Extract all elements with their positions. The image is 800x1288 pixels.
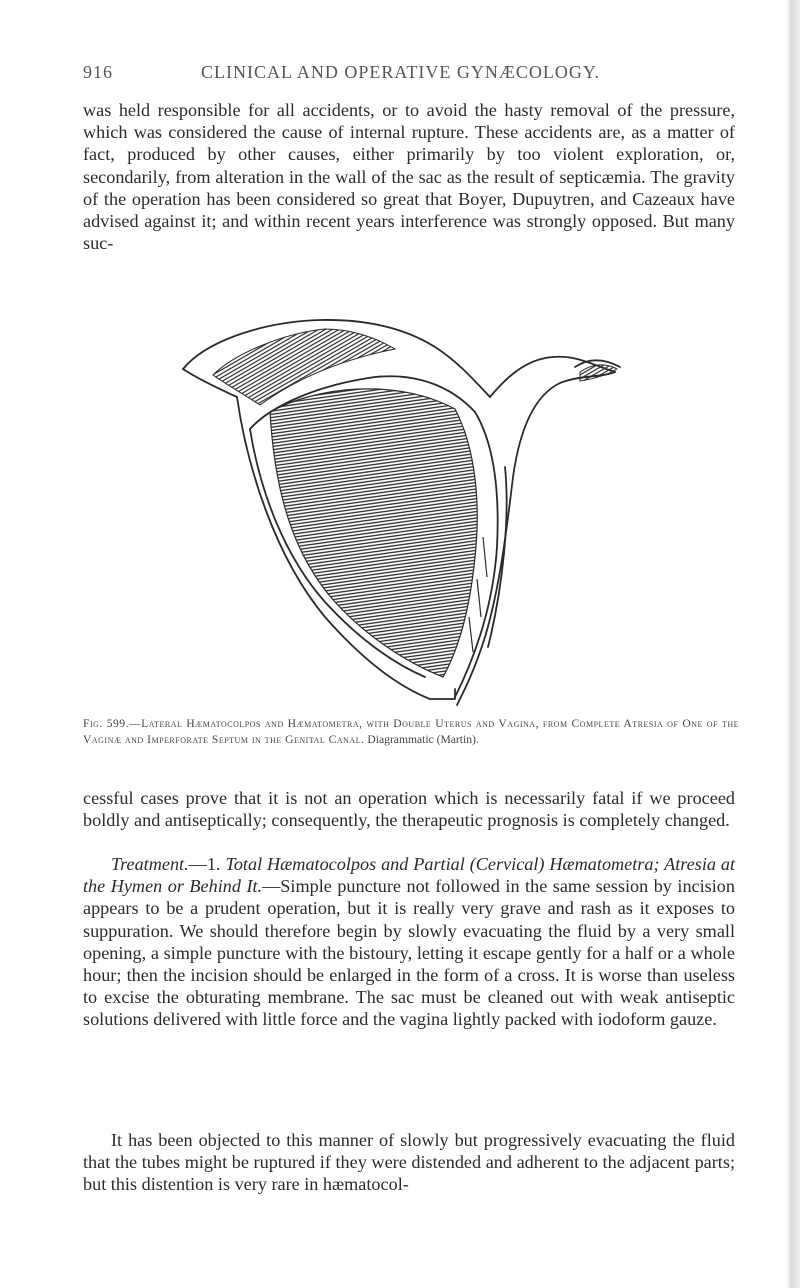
page-number: 916 [83,62,113,82]
treatment-body: —Simple puncture not followed in the same session by incision appears to be a prudent operation, but it is really very grave and rash as it exposes to suppuration. We should therefore begin by slowly evacuating the fluid by a very small opening, a simple puncture with the bistoury, letting it escape gently for a half or a whole hour; then the incision should be enlarged in the form of a cross. It is worse than useless to excise the obturating membrane. The sac must be cleaned out with weak antiseptic solutions delivered with little force and the vagina lightly packed with iodoform gauze. [83,876,735,1030]
hematocolpos-diagram [175,317,625,707]
figure-label: Fig. 599. [83,717,130,730]
paragraph-2: cessful cases prove that it is not an operation which is necessarily fatal if we proceed boldly and antiseptically; consequently, the therapeutic prognosis is completely changed. [83,788,735,831]
paragraph-3 [83,853,735,1031]
page-header [83,62,723,86]
figure-caption [83,716,739,747]
treatment-title-cervical: (Cervical) [469,854,545,874]
figure-title: —Lateral Hæmatocolpos and Hæmatometra, with Double Uterus and Vagina, from Complete Atresia of One of the Vaginæ and Imperforate Septum in the Genital Canal. [83,717,739,746]
treatment-title-1: Total Hæmatocolpos and Partial [225,854,465,874]
paragraph-4: It has been objected to this manner of slowly but progressively evacuating the fluid that the tubes might be ruptured if they were distended and adherent to the adjacent parts; but this distention is very rare in hæmatocol- [83,1130,735,1195]
treatment-title-2: Hæmatometra; Atresia at the Hymen or Behind It. [83,854,736,897]
treatment-number: —1. [188,854,221,874]
figure-note: Diagrammatic (Martin). [367,732,479,746]
page-edge-shadow [786,0,800,1288]
running-title: CLINICAL AND OPERATIVE GYNÆCOLOGY. [201,62,601,82]
paragraph-1: was held responsible for all accidents, or to avoid the hasty removal of the pressure, which was considered the cause of internal rupture. These accidents are, as a matter of fact, produced by other causes, either primarily by too violent exploration, or, secondarily, from alteration in the wall of the sac as the result of septicæmia. The gravity of the operation has been considered so great that Boyer, Dupuytren, and Cazeaux have advised against it; and within recent years interference was strongly opposed. But many suc- [83,100,735,254]
treatment-heading: Treatment. [111,854,189,874]
